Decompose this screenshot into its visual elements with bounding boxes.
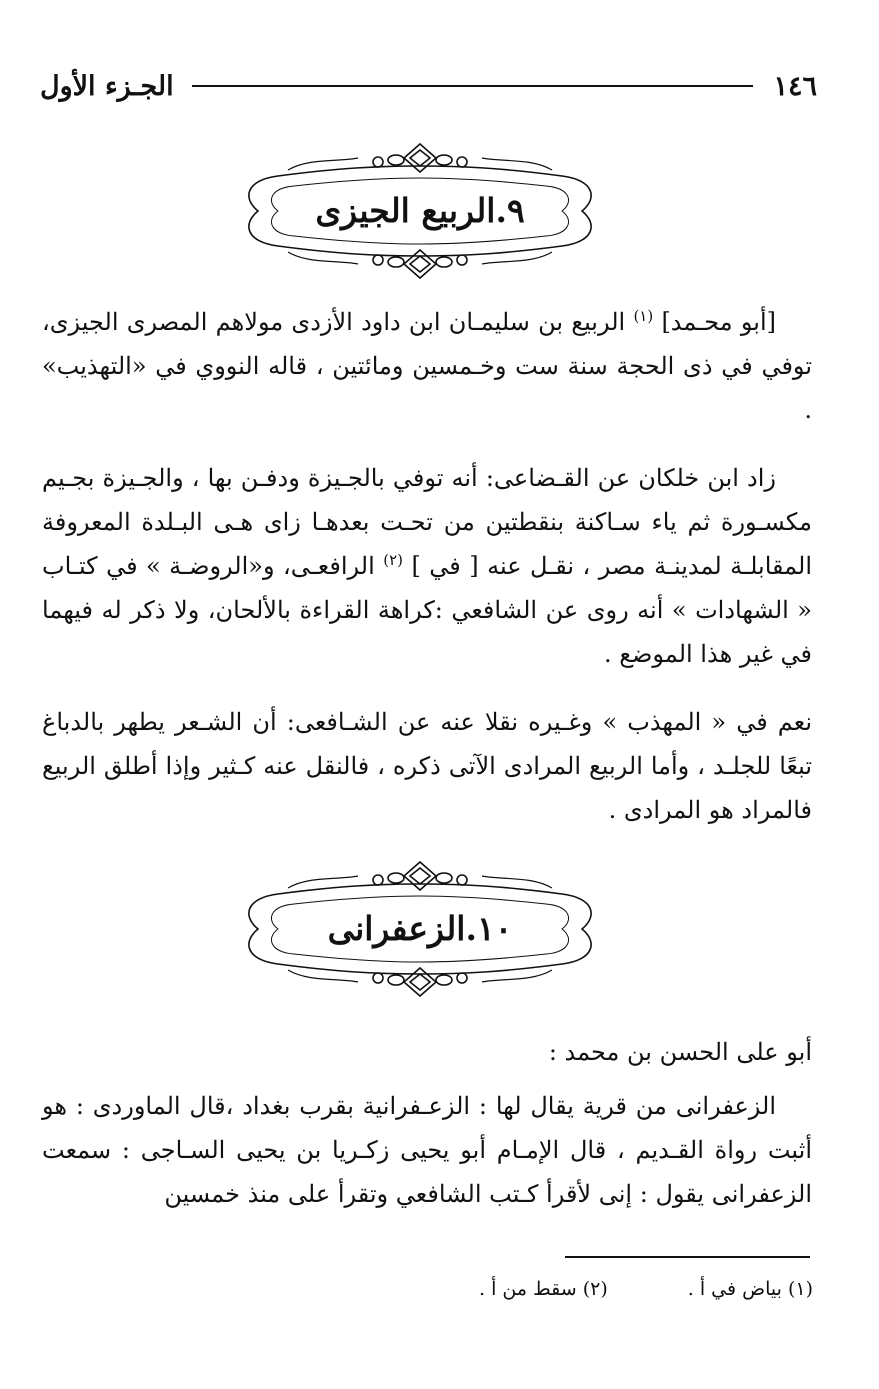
- footnote-rule: [565, 1256, 810, 1258]
- footnotes: [300, 1278, 813, 1308]
- footnote-ref: (٢): [383, 551, 403, 569]
- paragraph: أبو على الحسن بن محمد :: [548, 1038, 812, 1066]
- paragraph: الزعفرانى من قرية يقال لها : الزعـفرانية بقرب بغداد ،قال الماوردى : هو أثبت رواة القـديم ، قال الإمـام أبو يحيى زكـريا بن يحيى السـاجى : سمعت الزعفرانى يقول : إنى لأقرأ كـتب الشافعي وتقرأ على منذ خمسين: [42, 1092, 812, 1208]
- footnote: (٢) سقط من أ .: [479, 1278, 608, 1300]
- section-title-frame: [228, 858, 612, 1000]
- paragraph: [أبو محـمد] $^{(١)}$ الربيع بن سليمـان ابن داود الأزدى مولاهم المصرى الجيزى، توفي في ذى الحجة سنة ست وخـمسين ومائتين ، قاله النووي في «التهذيب» .: [42, 307, 812, 424]
- section-title: ٩.الربيع الجيزى: [315, 191, 525, 230]
- section-title: ١٠.الزعفرانى: [327, 909, 513, 948]
- paragraph: نعم في « المهذب » وغـيره نقلا عنه عن الشـافعى: أن الشـعر يطهر بالدباغ تبعًا للجلـد ، وأما الربيع المرادى الآتى ذكره ، فالنقل عنه كـثير وإذا أطلق الربيع فالمراد هو المرادى .: [42, 708, 813, 824]
- running-title: الجـزء الأول: [40, 70, 174, 102]
- footnote-ref: (١): [633, 307, 654, 325]
- paragraph: زاد ابن خلكان عن القـضاعى: أنه توفي بالجـيزة ودفـن بها ، والجـيزة بجـيم مكسـورة ثم ياء سـاكنة بنقطتين من تحـت بعدهـا زاى هـى البـلدة المعروفة المقابلـة لمدينـة مصر ، نقـل عنه [ في ] $^{(٢)}$ الرافعـى، و«الروضـة » في كتـاب « الشهادات » أنه روى عن الشافعي :كراهة القراءة بالألحان، ولا ذكر له فيهما في غير هذا الموضع .: [42, 464, 812, 668]
- header-rule: [192, 85, 754, 87]
- footnote: (١) بياض في أ .: [687, 1278, 813, 1300]
- page-header: [40, 66, 817, 106]
- page-number: ١٤٦: [773, 70, 817, 102]
- section-title-frame: [228, 140, 612, 282]
